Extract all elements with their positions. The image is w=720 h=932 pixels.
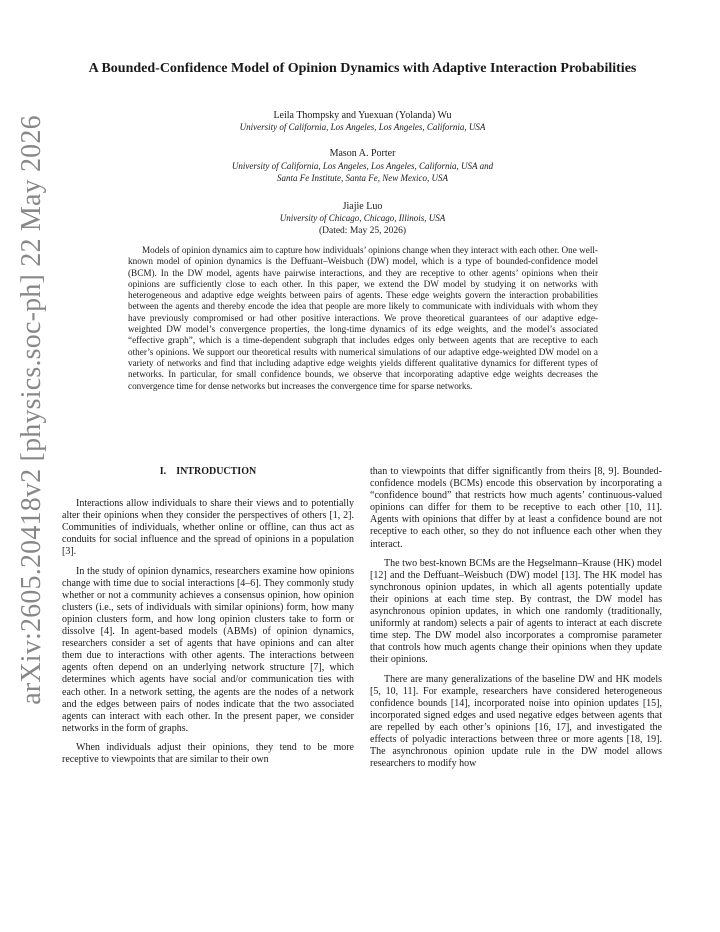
arxiv-identifier: arXiv:2605.20418v2 [physics.soc-ph] 22 May 2026	[16, 115, 47, 705]
left-paragraph-1: Interactions allow individuals to share their views and to potentially alter their opinions when they consider the perspectives of others [1, 2]. Communities of individuals, whether online or offline, can thus act as conduits for social influence and the spread of opinions in a population [3].	[62, 498, 354, 558]
affiliation-2a: University of California, Los Angeles, Los Angeles, California, USA and	[231, 161, 494, 171]
authors-3: Jiajie Luo	[342, 201, 383, 212]
section-number: I.	[159, 466, 167, 477]
abstract: Models of opinion dynamics aim to capture how individuals’ opinions change when they interact with each other. One well-known model of opinion dynamics is the Deffuant–Weisbuch (DW) model, which is a type of bounded-confidence model (BCM). In the DW model, agents have pairwise interactions, and they are receptive to other agents’ opinions when their opinions are sufficiently close to each other. In this paper, we extend the DW model by studying it on networks with heterogeneous and adaptive edge weights between pairs of agents. These edge weights govern the interaction probabilities between the agents and thereby encode the idea that people are more likely to communicate with individuals with whom they have previously compromised or had other positive interactions. We prove theoretical guarantees of our adaptive edge-weighted DW model’s convergence properties, the long-time dynamics of its edge weights, and the model’s associated “effective graph”, which is a time-dependent subgraph that includes edges only between agents that are receptive to each other’s opinions. We support our theoretical results with numerical simulations of our adaptive edge-weighted DW model on a variety of networks and find that including adaptive edge weights yields different qualitative dynamics for different types of networks. In particular, for small confidence bounds, we observe that incorporating adaptive edge weights decreases the convergence time for dense networks but increases the convergence time for sparse networks.	[128, 245, 598, 391]
authors-2: Mason A. Porter	[329, 148, 396, 159]
section-heading	[62, 466, 354, 478]
arxiv-sidebar	[12, 110, 52, 710]
right-paragraph-1: than to viewpoints that differ significantly from theirs [8, 9]. Bounded-confidence models (BCMs) encode this observation by incorporating a “confidence bound” that restricts how much agents’ continuous-valued opinions can differ for them to be receptive to each other [10, 11]. Agents with opinions that differ by at least a confidence bound are not receptive to each other, so they do not influence each other when they interact.	[370, 466, 662, 550]
affiliation-2b: Santa Fe Institute, Santa Fe, New Mexico, USA	[277, 173, 448, 183]
section-title: INTRODUCTION	[176, 466, 257, 477]
dated-line: (Dated: May 25, 2026)	[318, 226, 407, 236]
right-column	[370, 466, 662, 770]
left-paragraph-3: When individuals adjust their opinions, they tend to be more receptive to viewpoints that are similar to their own	[62, 741, 354, 765]
right-paragraph-2: The two best-known BCMs are the Hegselmann–Krause (HK) model [12] and the Deffuant–Weisbuch (DW) model [13]. The HK model has synchronous opinion updates, in which all agents potentially update their opinions at each time step. By contrast, the DW model has asynchronous opinion updates, in which one randomly (traditionally, uniformly at random) selects a pair of agents to interact at each discrete time step. The DW model also incorporates a compromise parameter that controls how much agents change their opinions when they update their opinions.	[370, 557, 662, 666]
authors-1: Leila Thompsky and Yuexuan (Yolanda) Wu	[273, 110, 452, 121]
affiliation-1: University of California, Los Angeles, Los Angeles, California, USA	[239, 122, 486, 132]
paper-title: A Bounded-Confidence Model of Opinion Dynamics with Adaptive Interaction Probabilities	[88, 61, 637, 76]
affiliation-3: University of Chicago, Chicago, Illinois, USA	[279, 213, 446, 223]
left-paragraph-2: In the study of opinion dynamics, researchers examine how opinions change with time due to social interactions [4–6]. They commonly study whether or not a community achieves a consensus opinion, how opinion clusters (i.e., sets of individuals with similar opinions) form, how many opinion clusters form, and how long opinion clusters take to form or dissolve [4]. In agent-based models (ABMs) of opinion dynamics, researchers consider a set of agents that have opinions and can alter them due to interactions with other agents. The interactions between agents often depend on an underlying network structure [7], which determines which agents have social and/or communication ties with each other. In a network setting, the agents are the nodes of a network and the edges between pairs of nodes indicate that the two associated agents can interact with each other. In the present paper, we consider networks in the form of graphs.	[62, 565, 354, 734]
right-paragraph-3: There are many generalizations of the baseline DW and HK models [5, 10, 11]. For example, researchers have considered heterogeneous confidence bounds [14], incorporated noise into opinion updates [15], incorporated signed edges and used negative edges between agents that are repelled by each other’s opinions [16, 17], and investigated the effects of polyadic interactions between three or more agents [18, 19]. The asynchronous opinion update rule in the DW model allows researchers to modify how	[370, 673, 662, 770]
left-column	[62, 466, 354, 766]
